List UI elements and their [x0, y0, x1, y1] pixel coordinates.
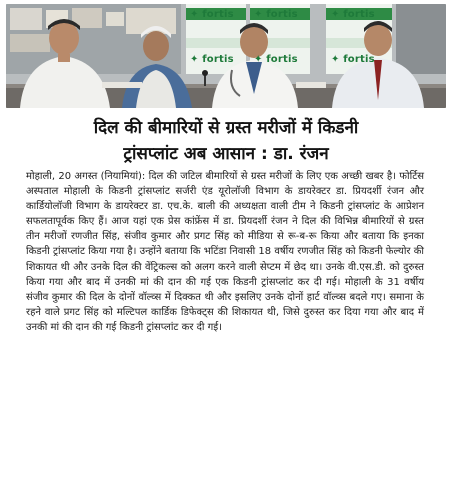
- press-conference-photo: [6, 4, 446, 108]
- fortis-logo: ✦ fortis: [190, 9, 234, 20]
- fortis-logo: ✦ fortis: [190, 54, 234, 65]
- article-headline: [0, 116, 452, 166]
- headline-line-2: ट्रांसप्लांट अब आसान : डा. रंजन: [123, 144, 329, 164]
- article-paragraph: मोहाली, 20 अगस्त (नियामियां): दिल की जटिल बीमारियों से ग्रस्त मरीजों के लिए एक अच्छी खबर है। फोर्टिस अस्पताल मोहाली के किडनी ट्रांसप्लांट सर्जरी एंड यूरोलॉजी विभाग के डायरेक्टर डा. प्रियदर्शी रंजन और कार्डियोलॉजी विभाग के डायरेक्टर डा. एच.के. बाली की अध्यक्षता वाली टीम ने किडनी ट्रांसप्लांट के आप्रेशन सफलतापूर्वक किए हैं। आज यहां एक प्रेस कांफ्रेंस में डा. प्रियदर्शी रंजन ने दिल की विभिन्न बीमारियों से ग्रस्त तीन मरीजों रणजीत सिंह, संजीव कुमार और प्रगट सिंह को मीडिया से रू-ब-रू किया और बताया कि इनका किडनी ट्रांसप्लांट किया गया है। उन्होंने बताया कि भटिंडा निवासी 18 वर्षीय रणजीत सिंह को किडनी फेल्योर की शिकायत थी और उनके दिल की वेंट्रिकल्स को अलग करने वाली सेप्टम में छेद था। उनके वी.एस.डी. को दुरुस्त किया गया और बाद में उनकी मां की दान की गई एक किडनी ट्रांसप्लांट कर दी गई। मोहाली के 31 वर्षीय संजीव कुमार की दिल के दोनों वॉल्व्स में दिक्कत थी और इसलिए उनके दोनों हार्ट वॉल्व्स बदले गए। समाना के रहने वाले प्रगट सिंह को मल्टिपल कार्डिक डिफेक्ट्स की शिकायत थी, जिसे दुरुस्त कर दिया गया और बाद में उनकी मां की दान की गई किडनी ट्रांसप्लांट कर दी गई।: [26, 171, 424, 333]
- fortis-logo: ✦ fortis: [331, 9, 375, 20]
- fortis-logo: ✦ fortis: [331, 54, 375, 65]
- fortis-logo: ✦ fortis: [254, 54, 298, 65]
- article-body: [26, 169, 424, 335]
- fortis-logo: ✦ fortis: [254, 9, 298, 20]
- headline-line-1: दिल की बीमारियों से ग्रस्त मरीजों में किडनी: [93, 118, 359, 138]
